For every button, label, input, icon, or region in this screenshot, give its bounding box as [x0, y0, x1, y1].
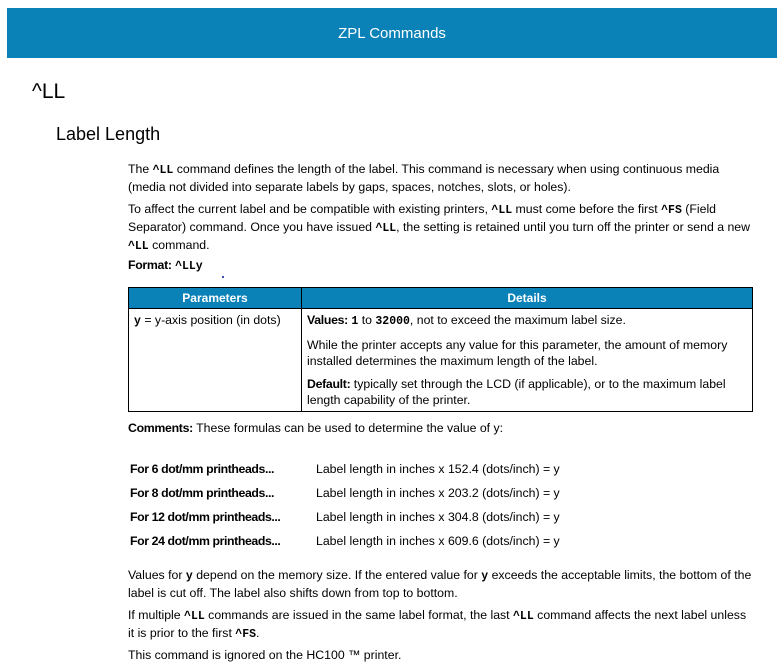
stray-dot — [222, 276, 224, 278]
page-header — [7, 8, 777, 58]
command-title: Label Length — [56, 124, 161, 144]
format-line — [128, 257, 753, 275]
code-ll: ^LL — [152, 164, 174, 177]
header-title: ZPL Commands — [338, 24, 446, 42]
format-code: ^LLy — [175, 260, 203, 273]
param-cell: y = y-axis position (in dots) — [129, 309, 302, 412]
default-detail: Default: typically set through the LCD (if applicable), or to the maximum label length capability of the printer. — [307, 377, 726, 407]
details-cell — [302, 309, 753, 412]
memory-detail: While the printer accepts any value for this parameter, the amount of memory installed determines the maximum length of the label. — [307, 338, 728, 368]
intro-paragraph-2: To affect the current label and be compatible with existing printers, ^LL must come before the first ^FS (Field Separator) command. Once you have issued ^LL, the setting is retained until you turn off the printer or send a new ^LL command. — [128, 202, 751, 253]
note-values: Values for y depend on the memory size. If the entered value for y exceeds the acceptable limits, the bottom of the label is cut off. The label also shifts down from top to bottom. — [128, 568, 752, 600]
intro-paragraph-1: The ^LL command defines the length of the label. This command is necessary when using continuous media (media not divided into separate labels by gaps, spaces, notches, slots, or holes). — [128, 162, 720, 194]
table-header-details: Details — [302, 288, 753, 309]
values-detail: Values: 1 to 32000, not to exceed the maximum label size. — [307, 313, 626, 328]
note-multiple: If multiple ^LL commands are issued in the same label format, the last ^LL command affects the next label unless it is prior to the first ^FS. — [128, 608, 747, 641]
note-hc100: This command is ignored on the HC100 ™ printer. — [128, 648, 402, 662]
command-name: ^LL — [32, 80, 66, 103]
parameters-table — [128, 287, 753, 412]
table-header-parameters: Parameters — [129, 288, 302, 309]
format-label: Format: — [128, 258, 172, 272]
comments-line: Comments: These formulas can be used to determine the value of y: — [128, 421, 504, 435]
table-row — [129, 309, 753, 412]
